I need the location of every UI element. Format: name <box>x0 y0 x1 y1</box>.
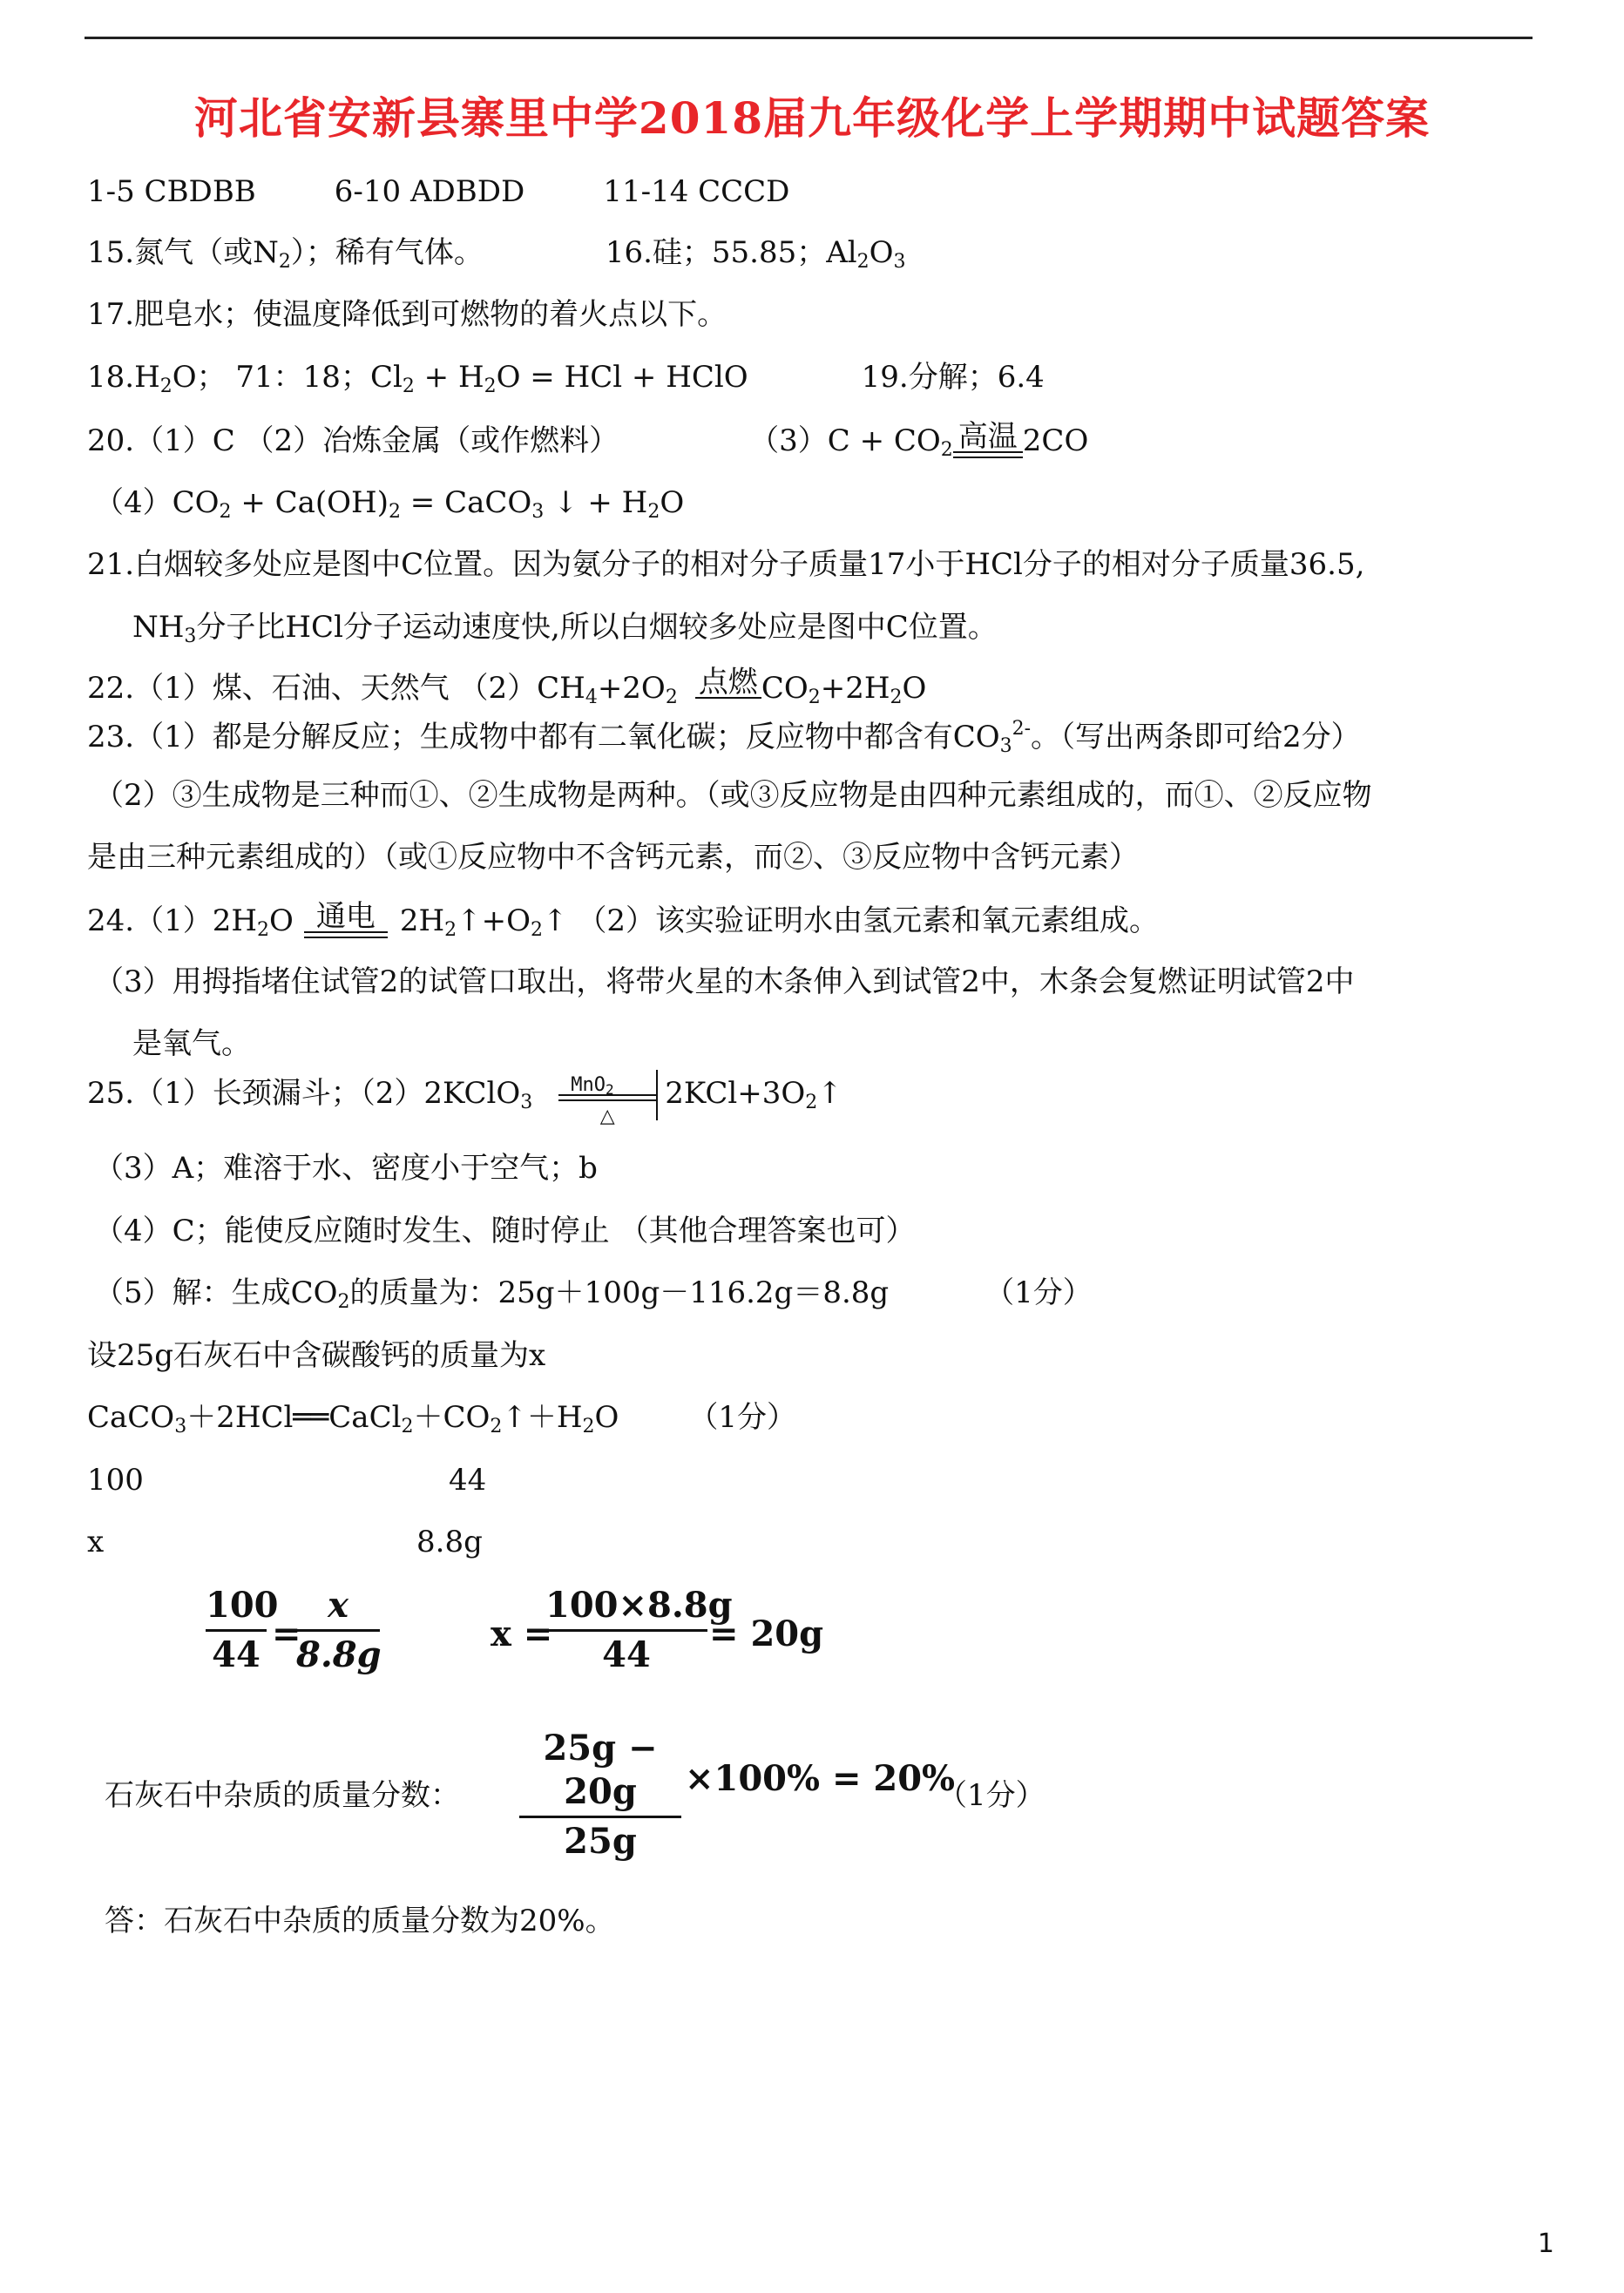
q20-b: （3）C + CO <box>749 423 941 458</box>
answer-23-line1 <box>87 718 1361 757</box>
frac-den-text: 8.8g <box>296 1634 382 1675</box>
answer-25-setup: 设25g石灰石中含碳酸钙的质量为x <box>87 1338 546 1373</box>
q20-4-b-sub: 2 <box>388 501 401 523</box>
final-answer: 答：石灰石中杂质的质量分数为20%。 <box>105 1904 615 1938</box>
q20-4-a-sub: 2 <box>219 501 232 523</box>
mass-row-2 <box>87 1525 483 1559</box>
answer-18-19 <box>87 360 1045 395</box>
eq-a: CaCO <box>87 1400 175 1435</box>
heat-symbol: △ <box>599 1106 615 1127</box>
q18-c-sub: 2 <box>484 375 497 397</box>
q18-a: 18.H <box>87 360 160 395</box>
q22-c-sub: 2 <box>808 687 821 708</box>
answer-25-line1 <box>87 1070 842 1127</box>
frac-line <box>545 1629 707 1632</box>
cond-label: 高温 <box>957 419 1018 454</box>
q23-sub: 3 <box>999 735 1012 757</box>
mc-answers <box>87 174 789 209</box>
impurity-result: ×100% = 20% <box>685 1758 956 1799</box>
answer-21-line2 <box>132 610 998 645</box>
frac-line <box>206 1629 267 1632</box>
q20-4-a: （4）CO <box>94 485 220 520</box>
q24-c-sub: 2 <box>444 919 457 941</box>
q25-a: 25.（1）长颈漏斗；（2）2KClO <box>87 1076 521 1111</box>
mc-11-14: 11-14 CCCD <box>603 174 790 209</box>
frac-den: 44 <box>602 1634 651 1675</box>
answer-23-line2: （2）③生成物是三种而①、②生成物是两种。（或③反应物是由四种元素组成的，而①、②反应物 <box>94 778 1372 813</box>
q25-5-a: （5）解：生成CO <box>94 1275 338 1310</box>
eq-points: （1分） <box>688 1400 797 1435</box>
answer-24-line2: （3）用拇指堵住试管2的试管口取出，将带火星的木条伸入到试管2中，木条会复燃证明试管2中 <box>94 964 1355 999</box>
condition-high-temp <box>953 419 1023 458</box>
q25-b: 2KCl+3O <box>665 1076 806 1111</box>
q18-c: + H <box>414 360 484 395</box>
frac-den: 44 <box>212 1634 261 1675</box>
eq-e: O <box>594 1400 619 1435</box>
q24-c: 2H <box>399 903 445 938</box>
q23-sup: 2- <box>1012 718 1032 740</box>
q20-4-e: O <box>660 485 685 520</box>
q20-b-sub: 2 <box>940 439 953 461</box>
q24-e: ↑ （2）该实验证明水由氢元素和氧元素组成。 <box>543 903 1159 938</box>
q18-b: O； 71：18；Cl <box>172 360 403 395</box>
answer-24-line3: 是氧气。 <box>132 1026 251 1061</box>
equals-sign: = <box>272 1613 301 1654</box>
q24-a-sub: 2 <box>257 919 269 941</box>
cond-label: 通电 <box>315 899 376 934</box>
q16-sub1: 2 <box>856 251 870 273</box>
page-number: 1 <box>1537 2229 1554 2259</box>
answer-20-4 <box>94 485 685 523</box>
eq-sub4: 2 <box>582 1416 595 1437</box>
x-equals: x = <box>491 1613 553 1654</box>
answer-24-line1 <box>87 899 1159 941</box>
answer-25-5 <box>94 1275 1093 1313</box>
q23-b: 。（写出两条即可给2分） <box>1031 720 1361 754</box>
condition-mno2 <box>558 1070 658 1127</box>
q15-sub: 2 <box>278 251 291 273</box>
q24-d: ↑+O <box>457 903 531 938</box>
mass-x: x <box>87 1525 105 1559</box>
fraction-x-8-8g <box>296 1584 380 1677</box>
answer-19: 19.分解；6.4 <box>861 360 1045 395</box>
answer-20 <box>87 419 1089 461</box>
q22-a-sub: 4 <box>585 687 598 708</box>
top-rule <box>85 37 1533 39</box>
q22-c: CO <box>761 671 809 706</box>
q22-b: +2O <box>597 671 666 706</box>
q23-a: 23.（1）都是分解反应；生成物中都有二氧化碳；反应物中都含有CO <box>87 720 1000 754</box>
condition-ignite <box>695 667 761 699</box>
q20-4-d: ↓ + H <box>544 485 648 520</box>
answer-21-line1: 21.白烟较多处应是图中C位置。因为氨分子的相对分子质量17小于HCl分子的相对分子质量36.5, <box>87 547 1365 582</box>
q20-4-c-sub: 3 <box>531 501 545 523</box>
frac-line <box>296 1629 380 1632</box>
mass-8-8g: 8.8g <box>416 1525 483 1559</box>
q16-text: 16.硅；55.85；Al <box>605 235 857 270</box>
answer-15-16 <box>87 235 906 273</box>
answer-23-line3: 是由三种元素组成的）（或①反应物中不含钙元素，而②、③反应物中含钙元素） <box>87 840 1139 875</box>
x-result: = 20g <box>709 1613 824 1654</box>
q18-d: O = HCl + HClO <box>496 360 748 395</box>
q18-a-sub: 2 <box>159 375 173 397</box>
eq-sub3: 2 <box>490 1416 503 1437</box>
q25-5-points: （1分） <box>985 1275 1093 1310</box>
frac-num: 100 <box>206 1585 279 1626</box>
eq-c: ＋CO <box>413 1400 491 1435</box>
q25-5-b: 的质量为：25g＋100g－116.2g＝8.8g <box>349 1275 890 1310</box>
eq-sub1: 3 <box>174 1416 187 1437</box>
mno2-sub: 2 <box>605 1081 614 1098</box>
q20-4-d-sub: 2 <box>647 501 660 523</box>
page-title: 河北省安新县寨里中学2018届九年级化学上学期期中试题答案 <box>193 92 1431 144</box>
q24-b: O <box>269 903 294 938</box>
fraction-100-44 <box>206 1584 279 1677</box>
q20-c: 2CO <box>1022 423 1089 458</box>
q24-d-sub: 2 <box>531 919 544 941</box>
q22-e: O <box>902 671 927 706</box>
condition-electrify <box>304 899 388 938</box>
mno2-text: MnO <box>571 1074 606 1096</box>
answer-22 <box>87 665 927 708</box>
q22-d-sub: 2 <box>890 687 903 708</box>
frac-num <box>296 1584 380 1627</box>
mass-caco3: 100 <box>87 1463 144 1498</box>
eq-d: ↑＋H <box>502 1400 583 1435</box>
q20-4-c: = CaCO <box>400 485 532 520</box>
q25-5-sub: 2 <box>337 1291 350 1313</box>
mc-1-5: 1-5 CBDBB <box>87 174 256 209</box>
q22-b-sub: 2 <box>665 687 678 708</box>
frac-num: 25g − 20g <box>543 1728 658 1812</box>
answer-25-4: （4）C；能使反应随时发生、随时停止 （其他合理答案也可） <box>94 1214 916 1248</box>
impurity-points: （1分） <box>937 1778 1045 1813</box>
q21-nh: NH <box>132 610 185 645</box>
fraction-impurity <box>519 1727 681 1863</box>
q25-c: ↑ <box>817 1076 842 1111</box>
frac-den <box>296 1634 380 1677</box>
frac-line <box>519 1816 681 1818</box>
mc-6-10: 6-10 ADBDD <box>334 174 525 209</box>
q22-d: +2H <box>820 671 890 706</box>
answer-17: 17.肥皂水；使温度降低到可燃物的着火点以下。 <box>87 297 727 332</box>
impurity-label: 石灰石中杂质的质量分数： <box>105 1778 460 1813</box>
q24-a: 24.（1）2H <box>87 903 257 938</box>
eq-b: ＋2HCl══CaCl <box>186 1400 402 1435</box>
q16-o: O <box>869 235 894 270</box>
q20-a: 20.（1）C （2）冶炼金属（或作燃料） <box>87 423 619 458</box>
mass-row-1 <box>87 1463 487 1498</box>
q21-sub: 3 <box>184 626 197 647</box>
q20-4-b: + Ca(OH) <box>231 485 389 520</box>
cond-label: 点燃 <box>698 665 758 700</box>
eq-sub2: 2 <box>401 1416 414 1437</box>
q16-sub2: 3 <box>893 251 906 273</box>
answer-25-equation <box>87 1400 796 1435</box>
answer-25-3: （3）A；难溶于水、密度小于空气；b <box>94 1151 598 1186</box>
q15-text-a: 15.氮气（或N <box>87 235 279 270</box>
mass-co2: 44 <box>449 1463 487 1498</box>
q15-text-b: ）；稀有气体。 <box>290 235 484 270</box>
frac-num: 100×8.8g <box>545 1585 733 1626</box>
q21-rest: 分子比HCl分子运动速度快,所以白烟较多处应是图中C位置。 <box>196 610 998 645</box>
q18-b-sub: 2 <box>402 375 415 397</box>
frac-num-text: x <box>328 1585 348 1626</box>
q25-a-sub: 3 <box>520 1092 533 1113</box>
fraction-solve-x <box>545 1584 733 1677</box>
q25-b-sub: 2 <box>805 1092 818 1113</box>
q22-a: 22.（1）煤、石油、天然气 （2）CH <box>87 671 585 706</box>
frac-den: 25g <box>564 1821 637 1862</box>
